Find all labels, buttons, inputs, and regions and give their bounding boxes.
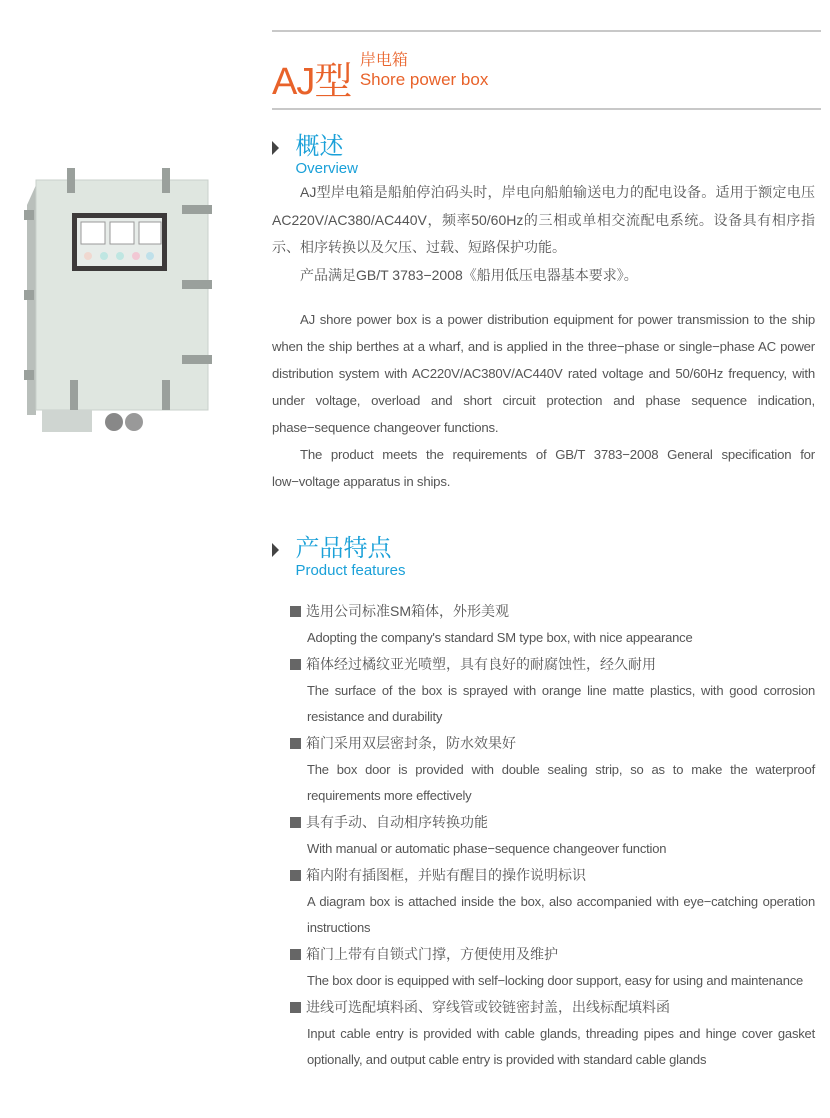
features-heading [272, 535, 406, 579]
features-list [290, 598, 815, 1073]
shore-power-box-photo [22, 150, 237, 440]
features-heading-en: Product features [295, 562, 406, 579]
overview-paragraph-en: AJ shore power box is a power distribution equipment for power transmission to the ship when the ship berthes at a wharf, and is applied in the three−phase or single−phase AC power distribution system with AC220V/AC380V/AC440V rated voltage and 50/60Hz frequency, with under voltage, overload and short circuit protection and phase sequence indication, phase−sequence changeover functions. [272, 312, 815, 435]
feature-item [290, 730, 815, 809]
page-title [272, 50, 488, 105]
feature-en: Input cable entry is provided with cable glands, threading pipes and hinge cover gasket optionally, and output cable entry is provided with standard cable glands [307, 1026, 815, 1067]
title-divider [272, 108, 821, 110]
feature-cn: 箱门采用双层密封条，防水效果好 [290, 730, 815, 757]
triangle-bullet-icon [272, 543, 279, 557]
title-cn: 岸电箱 [359, 52, 408, 69]
overview-en [272, 306, 815, 495]
feature-item [290, 598, 815, 651]
top-divider [272, 30, 821, 32]
feature-cn: 进线可选配填料函、穿线管或铰链密封盖，出线标配填料函 [290, 994, 815, 1021]
feature-cn: 箱门上带有自锁式门撑，方便使用及维护 [290, 941, 815, 968]
feature-en: The box door is equipped with self−locking door support, easy for using and maintenance [307, 973, 804, 988]
feature-item [290, 941, 815, 994]
title-en: Shore power box [359, 70, 489, 89]
overview-paragraph-cn: AJ型岸电箱是船舶停泊码头时，岸电向船舶输送电力的配电设备。适用于额定电压AC220V/AC380/AC440V，频率50/60Hz的三相或单相交流配电系统。设备具有相序指示、相序转换以及欠压、过载、短路保护功能。 [272, 184, 815, 255]
overview-heading-cn: 概述 [295, 133, 344, 160]
feature-cn: 选用公司标准SM箱体，外形美观 [290, 598, 815, 625]
feature-en: Adopting the company's standard SM type box, with nice appearance [307, 630, 693, 645]
feature-item [290, 809, 815, 862]
model-name: AJ型 [272, 61, 352, 103]
feature-en: The surface of the box is sprayed with orange line matte plastics, with good corrosion resistance and durability [307, 683, 815, 724]
feature-item [290, 994, 815, 1073]
feature-en: A diagram box is attached inside the box, also accompanied with eye−catching operation instructions [307, 894, 815, 935]
feature-en: With manual or automatic phase−sequence changeover function [307, 841, 667, 856]
feature-cn: 箱内附有插图框，并贴有醒目的操作说明标识 [290, 862, 815, 889]
features-heading-cn: 产品特点 [295, 535, 392, 562]
overview-heading-en: Overview [295, 160, 358, 177]
feature-item [290, 862, 815, 941]
feature-en: The box door is provided with double sealing strip, so as to make the waterproof requirements more effectively [307, 762, 815, 803]
overview-cn [272, 179, 815, 289]
standard-paragraph-cn: 产品满足GB/T 3783−2008《船用低压电器基本要求》。 [300, 266, 638, 283]
feature-item [290, 651, 815, 730]
standard-paragraph-en: The product meets the requirements of GB/T 3783−2008 General specification for low−voltage apparatus in ships. [272, 447, 815, 489]
triangle-bullet-icon [272, 141, 279, 155]
overview-heading [272, 133, 358, 177]
feature-cn: 具有手动、自动相序转换功能 [290, 809, 815, 836]
feature-cn: 箱体经过橘纹亚光喷塑，具有良好的耐腐蚀性，经久耐用 [290, 651, 815, 678]
